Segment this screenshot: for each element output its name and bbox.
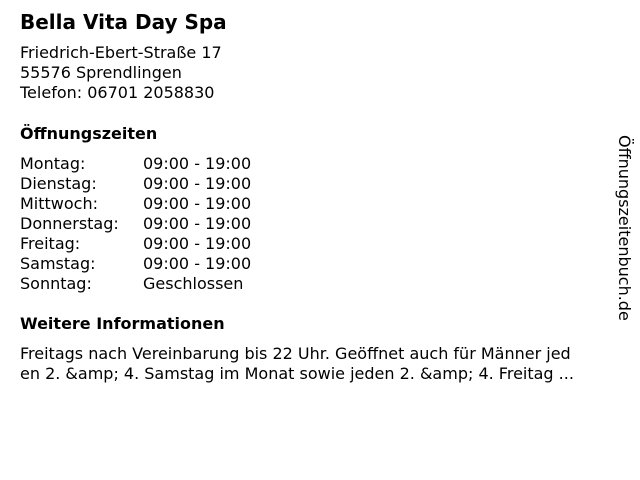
further-info-text <box>20 344 632 384</box>
phone-number: Telefon: 06701 2058830 <box>20 83 215 102</box>
hours-time: 09:00 - 19:00 <box>143 254 252 273</box>
street-address: Friedrich-Ebert-Straße 17 <box>20 43 222 62</box>
further-info-line: en 2. &amp; 4. Samstag im Monat sowie jeden 2. &amp; 4. Freitag ... <box>20 364 574 383</box>
further-info-heading: Weitere Informationen <box>20 314 225 333</box>
address-block <box>20 43 222 103</box>
business-name: Bella Vita Day Spa <box>20 10 227 34</box>
hours-day: Freitag: <box>20 234 81 253</box>
hours-time: 09:00 - 19:00 <box>143 234 252 253</box>
hours-day: Dienstag: <box>20 174 97 193</box>
hours-time: Geschlossen <box>143 274 244 293</box>
hours-time: 09:00 - 19:00 <box>143 154 252 173</box>
city-address: 55576 Sprendlingen <box>20 63 182 82</box>
hours-time: 09:00 - 19:00 <box>143 194 252 213</box>
hours-time: 09:00 - 19:00 <box>143 214 252 233</box>
hours-day: Samstag: <box>20 254 96 273</box>
hours-day: Donnerstag: <box>20 214 119 233</box>
opening-hours-heading: Öffnungszeiten <box>20 124 158 143</box>
further-info-line: Freitags nach Vereinbarung bis 22 Uhr. Geöffnet auch für Männer jed <box>20 344 571 363</box>
brand-watermark: Öffnungszeitenbuch.de <box>615 135 634 321</box>
hours-day: Sonntag: <box>20 274 92 293</box>
hours-day: Mittwoch: <box>20 194 98 213</box>
hours-day: Montag: <box>20 154 86 173</box>
hours-time: 09:00 - 19:00 <box>143 174 252 193</box>
